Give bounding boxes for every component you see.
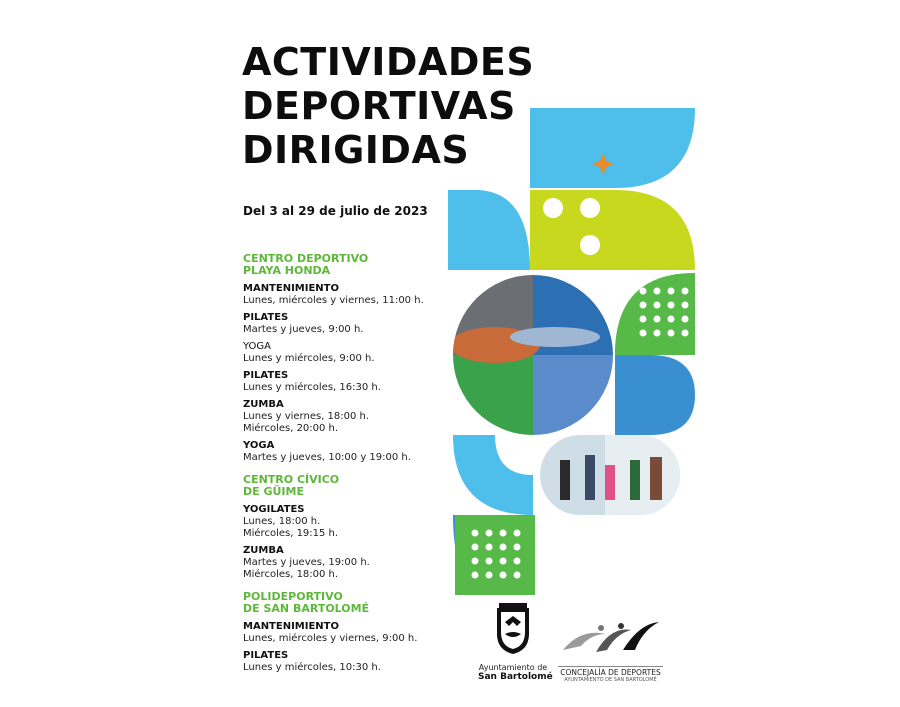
activity-item: [243, 399, 443, 435]
ayuntamiento-caption-line-1: Ayuntamiento de: [478, 663, 548, 672]
activity-name: PILATES: [243, 312, 289, 323]
title-line-3: DIRIGIDAS: [242, 128, 470, 172]
center-name-line-1: CENTRO DEPORTIVO: [243, 252, 369, 265]
activity-item: [243, 545, 443, 581]
activity-time: Lunes y viernes, 18:00 h.: [243, 411, 370, 422]
activity-time: Lunes y miércoles, 10:30 h.: [243, 662, 381, 673]
activity-name: PILATES: [243, 650, 289, 661]
ayuntamiento-caption-line-2: San Bartolomé: [478, 672, 553, 682]
geometric-artwork: [445, 105, 700, 600]
dot: [580, 235, 600, 255]
activity-time: Martes y jueves, 9:00 h.: [243, 324, 364, 335]
activity-item: [243, 440, 443, 464]
activity-name: PILATES: [243, 370, 289, 381]
blue-quarter-shape: [530, 108, 695, 188]
center-playa-honda: [243, 253, 443, 464]
activity-name: ZUMBA: [243, 399, 284, 410]
zumba-photo: [540, 435, 680, 515]
schedule: [243, 253, 443, 684]
concejalia-logo: [558, 620, 663, 683]
activity-item: [243, 312, 443, 336]
activity-time: Martes y jueves, 19:00 h.: [243, 557, 370, 568]
center-guime: [243, 474, 443, 581]
center-name-line-2: DE SAN BARTOLOMÉ: [243, 602, 370, 615]
activity-time: Miércoles, 18:00 h.: [243, 569, 339, 580]
date-range: Del 3 al 29 de julio de 2023: [243, 204, 428, 218]
title-line-1: ACTIVIDADES: [242, 40, 535, 84]
activity-time: Miércoles, 20:00 h.: [243, 423, 339, 434]
activity-time: Miércoles, 19:15 h.: [243, 528, 339, 539]
center-san-bartolome: [243, 591, 443, 674]
title-line-2: DEPORTIVAS: [242, 84, 516, 128]
activity-name: MANTENIMIENTO: [243, 283, 339, 294]
center-name-line-2: PLAYA HONDA: [243, 264, 331, 277]
coat-of-arms-icon: [493, 602, 533, 656]
concejalia-caption-line-1: CONCEJALÍA DE DEPORTES: [558, 666, 663, 677]
center-name-line-1: CENTRO CÍVICO: [243, 473, 340, 486]
green-bottom-shape: [455, 515, 535, 595]
concejalia-caption-line-2: AYUNTAMIENTO DE SAN BARTOLOMÉ: [564, 677, 657, 683]
ayuntamiento-logo: [478, 602, 553, 682]
activity-name: MANTENIMIENTO: [243, 621, 339, 632]
activity-time: Lunes, miércoles y viernes, 9:00 h.: [243, 633, 418, 644]
dot: [543, 198, 563, 218]
activity-name: YOGA: [243, 341, 272, 352]
activity-time: Martes y jueves, 10:00 y 19:00 h.: [243, 452, 411, 463]
center-name: [243, 253, 443, 277]
center-name-line-1: POLIDEPORTIVO: [243, 590, 343, 603]
activity-item: [243, 504, 443, 540]
center-name-line-2: DE GÜIME: [243, 485, 304, 498]
activity-time: Lunes, 18:00 h.: [243, 516, 321, 527]
activity-name: YOGA: [243, 440, 275, 451]
activity-item: [243, 341, 443, 365]
activity-time: Lunes, miércoles y viernes, 11:00 h.: [243, 295, 424, 306]
green-quarter: [615, 273, 695, 355]
activity-time: Lunes y miércoles, 9:00 h.: [243, 353, 375, 364]
activity-time: Lunes y miércoles, 16:30 h.: [243, 382, 381, 393]
athletes-icon: [561, 620, 661, 660]
blue-half-shape: [615, 355, 695, 435]
activity-item: [243, 621, 443, 645]
center-name: [243, 474, 443, 498]
yoga-photo: [450, 275, 613, 435]
blue-left-shape: [448, 190, 530, 270]
center-name: [243, 591, 443, 615]
activity-item: [243, 283, 443, 307]
activity-item: [243, 650, 443, 674]
dot: [580, 198, 600, 218]
blue-arc-shape: [453, 435, 533, 515]
activity-item: [243, 370, 443, 394]
activity-name: YOGILATES: [243, 504, 305, 515]
activity-name: ZUMBA: [243, 545, 284, 556]
